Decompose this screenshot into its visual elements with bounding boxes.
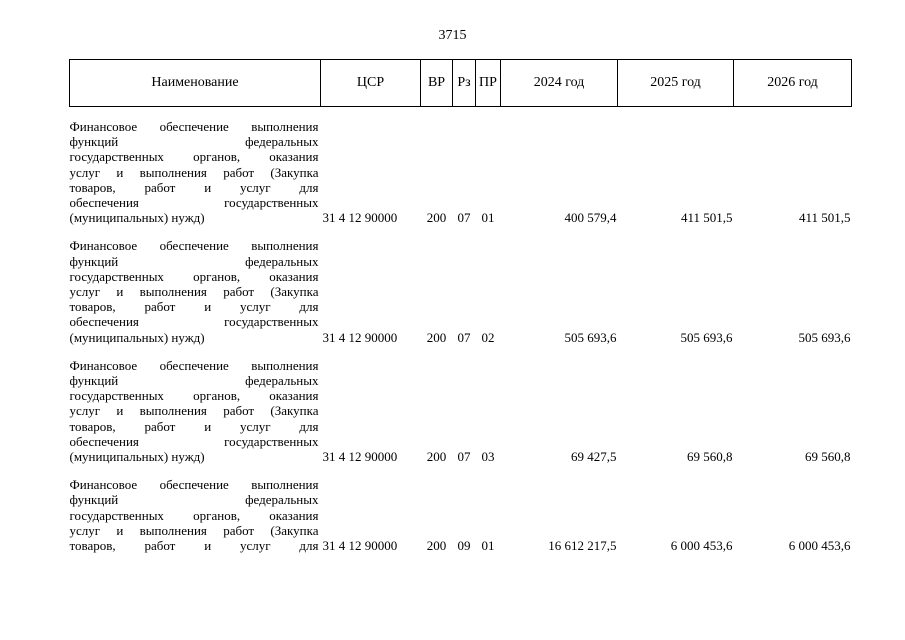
name-line: обеспечения государственных (69, 195, 319, 211)
row-rz: 07 (457, 210, 471, 226)
name-line: услуг и выполнения работ (Закупка (69, 284, 319, 300)
name-line: государственных органов, оказания (69, 268, 319, 284)
name-line: услуг и выполнения работ (Закупка (69, 164, 319, 180)
header-csr: ЦСР (321, 60, 421, 107)
row-name-cell (70, 238, 321, 357)
row-rz: 09 (457, 538, 471, 554)
name-line: обеспечения государственных (69, 314, 319, 330)
header-year-2026: 2026 год (734, 60, 852, 107)
row-value-2024: 505 693,6 (564, 329, 617, 345)
name-line: товаров, работ и услуг для (69, 418, 319, 434)
table-row (70, 238, 852, 357)
name-line: функций федеральных (69, 134, 319, 150)
name-line: товаров, работ и услуг для (69, 179, 319, 195)
header-pr: ПР (476, 60, 501, 107)
table-row (70, 107, 852, 239)
name-line: Финансовое обеспечение выполнения (69, 357, 319, 373)
row-pr: 01 (481, 538, 495, 554)
header-year-2025: 2025 год (618, 60, 734, 107)
header-row (70, 60, 852, 107)
row-name-cell (70, 358, 321, 477)
row-csr: 31 4 12 90000 (322, 538, 398, 554)
name-line: Финансовое обеспечение выполнения (69, 119, 319, 134)
row-name-cell (70, 107, 321, 239)
row-rz: 07 (457, 449, 471, 465)
table-row (70, 477, 852, 566)
table-body (70, 107, 852, 567)
row-value-2024: 400 579,4 (564, 210, 617, 226)
row-rz: 07 (457, 329, 471, 345)
name-line: государственных органов, оказания (69, 149, 319, 165)
row-value-2026: 69 560,8 (805, 449, 851, 465)
row-pr: 03 (481, 449, 495, 465)
row-value-2025: 505 693,6 (680, 329, 733, 345)
page-number: 3715 (438, 28, 467, 43)
header-rz: Рз (453, 60, 476, 107)
row-pr: 02 (481, 329, 495, 345)
row-value-2025: 411 501,5 (680, 210, 733, 226)
name-line: государственных органов, оказания (69, 388, 319, 404)
row-value-2025: 69 560,8 (687, 449, 733, 465)
name-line: (муниципальных) нужд) (69, 449, 205, 465)
name-line: (муниципальных) нужд) (69, 329, 205, 345)
row-pr: 01 (481, 210, 495, 226)
row-value-2026: 505 693,6 (798, 329, 851, 345)
table-row (70, 358, 852, 477)
row-value-2026: 6 000 453,6 (788, 538, 851, 554)
name-line: услуг и выполнения работ (Закупка (69, 403, 319, 419)
row-value-2024: 69 427,5 (571, 449, 617, 465)
row-name-cell (70, 477, 321, 566)
name-line: функций федеральных (69, 492, 319, 508)
name-line: функций федеральных (69, 253, 319, 269)
table-header (70, 60, 852, 107)
header-vr: ВР (421, 60, 453, 107)
name-line: государственных органов, оказания (69, 507, 319, 523)
row-value-2025: 6 000 453,6 (670, 538, 733, 554)
name-line: функций федеральных (69, 373, 319, 389)
name-line: обеспечения государственных (69, 433, 319, 449)
budget-table (69, 59, 852, 566)
row-vr: 200 (426, 449, 447, 465)
name-line: Финансовое обеспечение выполнения (69, 238, 319, 254)
row-vr: 200 (426, 210, 447, 226)
name-line: товаров, работ и услуг для (69, 299, 319, 315)
row-value-2024: 16 612 217,5 (548, 538, 617, 554)
name-line: (муниципальных) нужд) (69, 210, 205, 226)
name-line: товаров, работ и услуг для (69, 538, 319, 554)
header-year-2024: 2024 год (501, 60, 618, 107)
name-line: услуг и выполнения работ (Закупка (69, 522, 319, 538)
name-line: Финансовое обеспечение выполнения (69, 477, 319, 493)
row-vr: 200 (426, 538, 447, 554)
row-value-2026: 411 501,5 (798, 210, 851, 226)
row-csr: 31 4 12 90000 (322, 449, 398, 465)
row-vr: 200 (426, 329, 447, 345)
row-csr: 31 4 12 90000 (322, 329, 398, 345)
row-csr: 31 4 12 90000 (322, 210, 398, 226)
header-name: Наименование (70, 60, 321, 107)
